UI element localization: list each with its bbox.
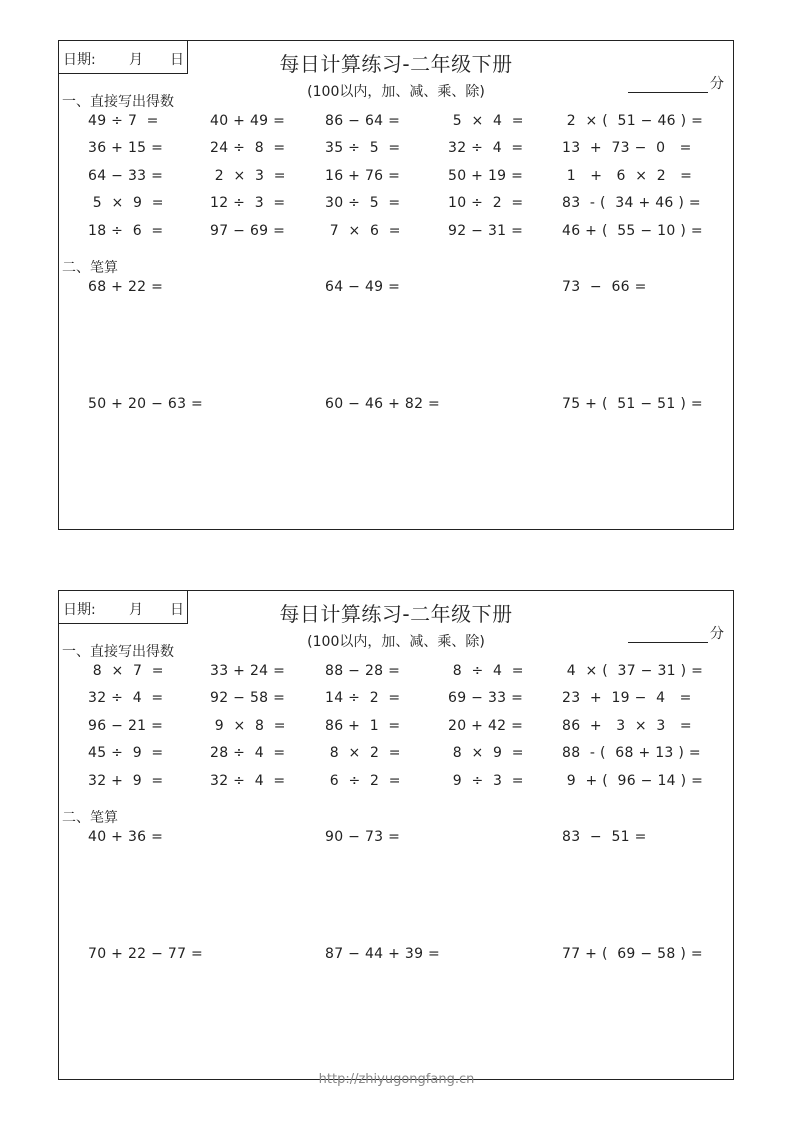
oral-problem: 30 ÷ 5 = — [325, 195, 401, 211]
oral-problem: 6 ÷ 2 = — [325, 773, 401, 789]
oral-problem: 32 + 9 = — [88, 773, 164, 789]
oral-problem: 14 ÷ 2 = — [325, 690, 401, 706]
oral-problem: 88 - ( 68 + 13 ) = — [562, 745, 701, 761]
oral-row — [59, 745, 733, 767]
worksheet-subtitle: (100以内，加、减、乘、除) — [307, 634, 485, 650]
oral-problem: 64 − 33 = — [88, 168, 164, 184]
oral-problem: 16 + 76 = — [325, 168, 401, 184]
score-label: 分 — [710, 76, 724, 92]
oral-row — [59, 168, 733, 190]
written-row — [59, 396, 733, 418]
written-row — [59, 946, 733, 968]
oral-problem: 5 × 4 = — [448, 113, 524, 129]
written-problem: 68 + 22 = — [88, 279, 164, 295]
oral-problem: 86 − 64 = — [325, 113, 401, 129]
written-row — [59, 279, 733, 301]
day-label: 日 — [170, 602, 184, 618]
written-problem: 87 − 44 + 39 = — [325, 946, 441, 962]
oral-problem: 8 ÷ 4 = — [448, 663, 524, 679]
written-problem: 40 + 36 = — [88, 829, 164, 845]
oral-problem: 24 ÷ 8 = — [210, 140, 286, 156]
oral-row — [59, 718, 733, 740]
oral-problem: 86 + 3 × 3 = — [562, 718, 692, 734]
date-label: 日期: — [63, 52, 96, 68]
section-oral-title: 一、直接写出得数 — [62, 644, 174, 660]
oral-problem: 9 + ( 96 − 14 ) = — [562, 773, 704, 789]
oral-problem: 18 ÷ 6 = — [88, 223, 164, 239]
oral-problem: 50 + 19 = — [448, 168, 524, 184]
oral-row — [59, 690, 733, 712]
written-problem: 50 + 20 − 63 = — [88, 396, 204, 412]
oral-problem: 33 + 24 = — [210, 663, 286, 679]
date-label: 日期: — [63, 602, 96, 618]
day-label: 日 — [170, 52, 184, 68]
written-problem: 60 − 46 + 82 = — [325, 396, 441, 412]
oral-problem: 83 - ( 34 + 46 ) = — [562, 195, 701, 211]
section-oral-title: 一、直接写出得数 — [62, 94, 174, 110]
worksheet-2 — [58, 590, 734, 1080]
oral-problem: 36 + 15 = — [88, 140, 164, 156]
oral-problem: 92 − 31 = — [448, 223, 524, 239]
score-blank[interactable] — [628, 626, 708, 643]
oral-problem: 2 × 3 = — [210, 168, 286, 184]
worksheet-subtitle: (100以内，加、减、乘、除) — [307, 84, 485, 100]
section-written-title: 二、笔算 — [62, 810, 118, 826]
oral-problem: 46 + ( 55 − 10 ) = — [562, 223, 703, 239]
written-problem: 83 − 51 = — [562, 829, 647, 845]
written-problem: 77 + ( 69 − 58 ) = — [562, 946, 703, 962]
oral-row — [59, 195, 733, 217]
worksheet-title: 每日计算练习-二年级下册 — [279, 602, 513, 626]
score-label: 分 — [710, 626, 724, 642]
written-problem: 64 − 49 = — [325, 279, 401, 295]
month-label: 月 — [129, 52, 143, 68]
oral-problem: 1 + 6 × 2 = — [562, 168, 693, 184]
score-blank[interactable] — [628, 76, 708, 93]
oral-problem: 8 × 9 = — [448, 745, 524, 761]
oral-problem: 28 ÷ 4 = — [210, 745, 286, 761]
oral-problem: 20 + 42 = — [448, 718, 524, 734]
oral-problem: 40 + 49 = — [210, 113, 286, 129]
oral-row — [59, 113, 733, 135]
worksheet-title: 每日计算练习-二年级下册 — [279, 52, 513, 76]
score-field[interactable] — [628, 73, 724, 93]
written-problem: 73 − 66 = — [562, 279, 647, 295]
oral-row — [59, 140, 733, 162]
oral-problem: 69 − 33 = — [448, 690, 524, 706]
oral-problem: 12 ÷ 3 = — [210, 195, 286, 211]
oral-problem: 9 × 8 = — [210, 718, 286, 734]
oral-problem: 23 + 19 − 4 = — [562, 690, 692, 706]
oral-problem: 49 ÷ 7 = — [88, 113, 159, 129]
oral-problem: 32 ÷ 4 = — [448, 140, 524, 156]
oral-problem: 32 ÷ 4 = — [210, 773, 286, 789]
oral-problem: 88 − 28 = — [325, 663, 401, 679]
oral-problem: 97 − 69 = — [210, 223, 286, 239]
month-label: 月 — [129, 602, 143, 618]
oral-problem: 96 − 21 = — [88, 718, 164, 734]
oral-row — [59, 773, 733, 795]
oral-problem: 32 ÷ 4 = — [88, 690, 164, 706]
oral-problem: 7 × 6 = — [325, 223, 401, 239]
oral-problem: 8 × 7 = — [88, 663, 164, 679]
written-row — [59, 829, 733, 851]
oral-problem: 2 × ( 51 − 46 ) = — [562, 113, 704, 129]
oral-problem: 4 × ( 37 − 31 ) = — [562, 663, 704, 679]
score-field[interactable] — [628, 623, 724, 643]
footer-url[interactable]: http://zhiyugongfang.cn — [318, 1072, 475, 1087]
written-problem: 70 + 22 − 77 = — [88, 946, 204, 962]
oral-problem: 8 × 2 = — [325, 745, 401, 761]
oral-problem: 35 ÷ 5 = — [325, 140, 401, 156]
oral-problem: 86 + 1 = — [325, 718, 401, 734]
oral-row — [59, 223, 733, 245]
oral-problem: 10 ÷ 2 = — [448, 195, 524, 211]
oral-problem: 9 ÷ 3 = — [448, 773, 524, 789]
written-problem: 75 + ( 51 − 51 ) = — [562, 396, 703, 412]
oral-problem: 13 + 73 − 0 = — [562, 140, 692, 156]
oral-row — [59, 663, 733, 685]
oral-problem: 45 ÷ 9 = — [88, 745, 164, 761]
oral-problem: 92 − 58 = — [210, 690, 286, 706]
worksheet-1 — [58, 40, 734, 530]
written-problem: 90 − 73 = — [325, 829, 401, 845]
section-written-title: 二、笔算 — [62, 260, 118, 276]
oral-problem: 5 × 9 = — [88, 195, 164, 211]
